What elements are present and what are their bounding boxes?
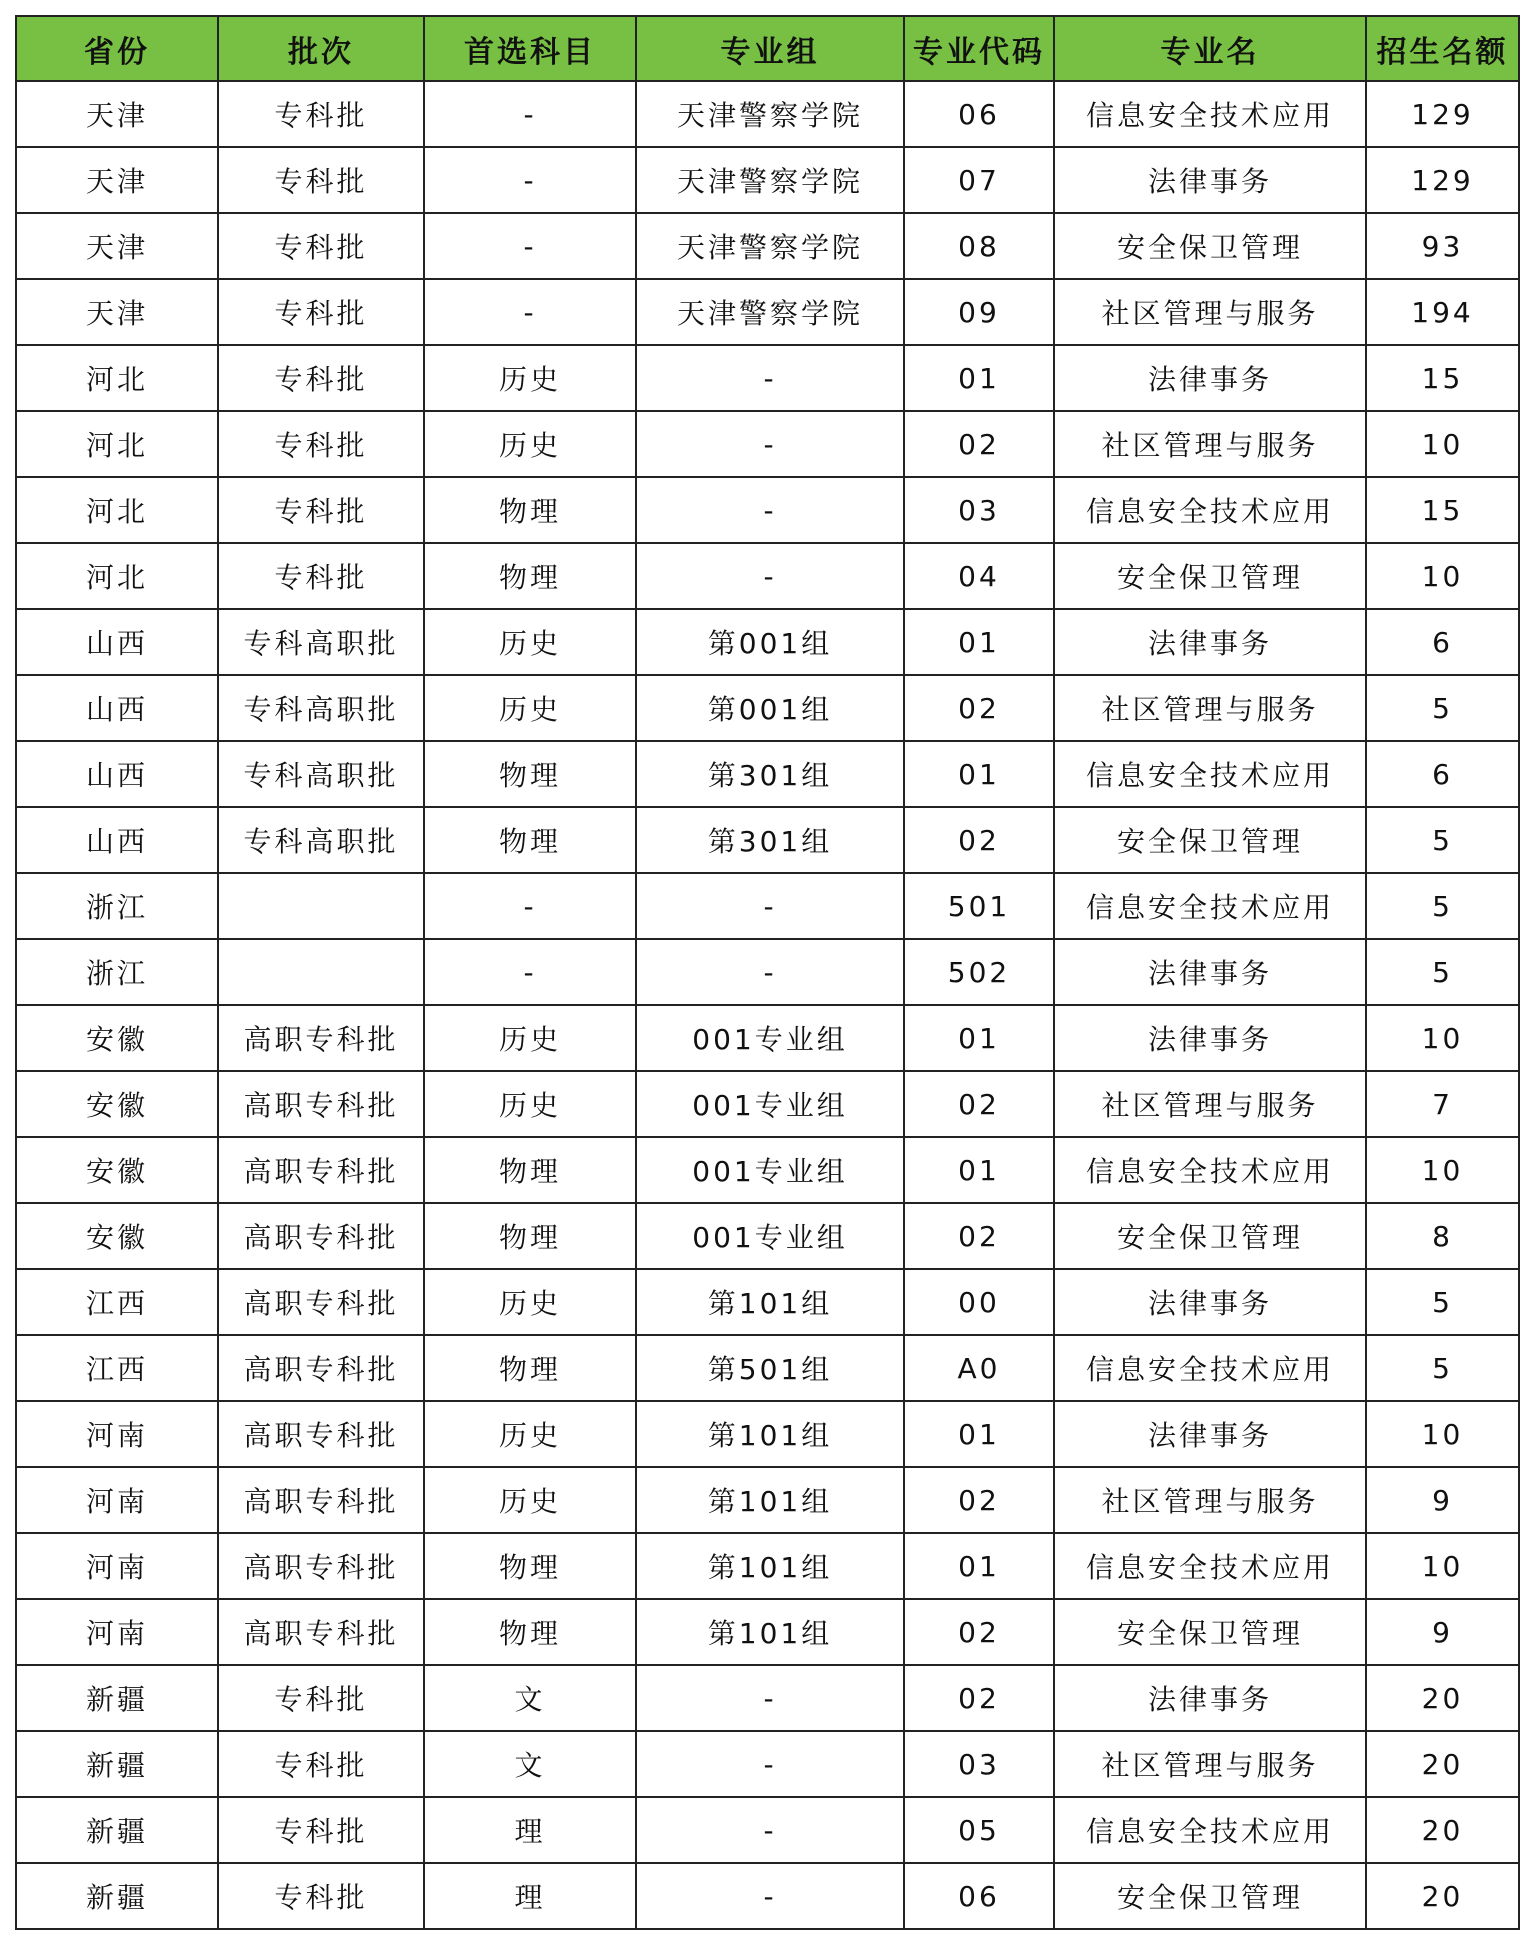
cell-major-name: 信息安全技术应用 [1054, 1797, 1366, 1863]
cell-major-group: 第101组 [636, 1599, 904, 1665]
cell-major-code: 01 [904, 1137, 1054, 1203]
cell-province: 天津 [16, 147, 218, 213]
cell-major-name: 信息安全技术应用 [1054, 477, 1366, 543]
cell-province: 浙江 [16, 873, 218, 939]
table-row [16, 1071, 1519, 1137]
cell-major-code: 02 [904, 807, 1054, 873]
cell-major-group: 001专业组 [636, 1203, 904, 1269]
cell-first-subject: 历史 [424, 1071, 636, 1137]
cell-batch: 高职专科批 [218, 1137, 424, 1203]
cell-batch: 专科批 [218, 279, 424, 345]
cell-quota: 10 [1366, 1401, 1519, 1467]
cell-batch: 专科批 [218, 213, 424, 279]
cell-major-code: 03 [904, 1731, 1054, 1797]
cell-major-name: 法律事务 [1054, 939, 1366, 1005]
cell-province: 天津 [16, 213, 218, 279]
cell-batch: 专科批 [218, 345, 424, 411]
cell-quota: 9 [1366, 1467, 1519, 1533]
cell-first-subject: 物理 [424, 1137, 636, 1203]
cell-province: 河南 [16, 1467, 218, 1533]
cell-province: 河南 [16, 1533, 218, 1599]
cell-major-code: 09 [904, 279, 1054, 345]
cell-quota: 5 [1366, 807, 1519, 873]
cell-province: 江西 [16, 1335, 218, 1401]
cell-major-name: 安全保卫管理 [1054, 1863, 1366, 1929]
cell-major-name: 法律事务 [1054, 345, 1366, 411]
table-row [16, 1269, 1519, 1335]
cell-major-group: - [636, 873, 904, 939]
cell-batch: 专科高职批 [218, 741, 424, 807]
cell-major-group: 天津警察学院 [636, 213, 904, 279]
cell-major-group: - [636, 345, 904, 411]
cell-major-group: 001专业组 [636, 1137, 904, 1203]
cell-major-code: 05 [904, 1797, 1054, 1863]
enrollment-table-container [15, 15, 1520, 1930]
cell-major-name: 社区管理与服务 [1054, 1731, 1366, 1797]
table-row [16, 675, 1519, 741]
cell-quota: 8 [1366, 1203, 1519, 1269]
cell-major-group: 第301组 [636, 807, 904, 873]
cell-first-subject: 物理 [424, 1203, 636, 1269]
cell-quota: 9 [1366, 1599, 1519, 1665]
cell-batch: 专科批 [218, 147, 424, 213]
cell-quota: 93 [1366, 213, 1519, 279]
table-row [16, 741, 1519, 807]
cell-major-group: 天津警察学院 [636, 147, 904, 213]
table-row [16, 939, 1519, 1005]
table-row [16, 147, 1519, 213]
cell-major-code: 01 [904, 345, 1054, 411]
cell-major-name: 法律事务 [1054, 1401, 1366, 1467]
cell-province: 天津 [16, 279, 218, 345]
cell-first-subject: - [424, 939, 636, 1005]
cell-major-code: 02 [904, 675, 1054, 741]
cell-quota: 10 [1366, 1533, 1519, 1599]
cell-major-code: 02 [904, 1203, 1054, 1269]
cell-first-subject: 历史 [424, 1401, 636, 1467]
cell-quota: 20 [1366, 1731, 1519, 1797]
cell-first-subject: 历史 [424, 1005, 636, 1071]
table-row [16, 1533, 1519, 1599]
column-header-batch: 批次 [218, 16, 424, 81]
cell-first-subject: - [424, 873, 636, 939]
table-row [16, 213, 1519, 279]
cell-batch: 专科批 [218, 543, 424, 609]
table-row [16, 279, 1519, 345]
cell-major-code: 02 [904, 411, 1054, 477]
cell-major-group: 第001组 [636, 675, 904, 741]
cell-batch: 专科批 [218, 477, 424, 543]
cell-province: 安徽 [16, 1005, 218, 1071]
cell-quota: 5 [1366, 1335, 1519, 1401]
cell-quota: 20 [1366, 1665, 1519, 1731]
cell-batch: 专科批 [218, 1665, 424, 1731]
cell-first-subject: 物理 [424, 543, 636, 609]
column-header-major-code: 专业代码 [904, 16, 1054, 81]
cell-batch [218, 939, 424, 1005]
cell-province: 江西 [16, 1269, 218, 1335]
table-row [16, 345, 1519, 411]
cell-batch: 高职专科批 [218, 1467, 424, 1533]
cell-major-name: 安全保卫管理 [1054, 213, 1366, 279]
table-header [16, 16, 1519, 81]
cell-batch: 专科高职批 [218, 609, 424, 675]
cell-province: 安徽 [16, 1137, 218, 1203]
cell-quota: 15 [1366, 345, 1519, 411]
cell-province: 山西 [16, 609, 218, 675]
cell-batch: 高职专科批 [218, 1533, 424, 1599]
table-row [16, 1731, 1519, 1797]
table-row [16, 807, 1519, 873]
cell-batch: 专科批 [218, 1731, 424, 1797]
cell-quota: 7 [1366, 1071, 1519, 1137]
table-row [16, 1599, 1519, 1665]
cell-province: 河北 [16, 477, 218, 543]
cell-major-code: 02 [904, 1467, 1054, 1533]
cell-batch: 专科批 [218, 1797, 424, 1863]
cell-first-subject: 物理 [424, 741, 636, 807]
cell-major-group: 第101组 [636, 1467, 904, 1533]
enrollment-table [15, 15, 1520, 1930]
cell-first-subject: 历史 [424, 675, 636, 741]
cell-quota: 20 [1366, 1863, 1519, 1929]
cell-province: 新疆 [16, 1731, 218, 1797]
cell-province: 安徽 [16, 1203, 218, 1269]
table-row [16, 1401, 1519, 1467]
cell-major-group: - [636, 1665, 904, 1731]
cell-batch: 专科高职批 [218, 675, 424, 741]
column-header-province: 省份 [16, 16, 218, 81]
cell-first-subject: 物理 [424, 1335, 636, 1401]
cell-major-name: 社区管理与服务 [1054, 675, 1366, 741]
cell-first-subject: 物理 [424, 1533, 636, 1599]
table-row [16, 1665, 1519, 1731]
cell-major-name: 安全保卫管理 [1054, 1203, 1366, 1269]
cell-major-name: 信息安全技术应用 [1054, 741, 1366, 807]
cell-first-subject: - [424, 279, 636, 345]
cell-major-name: 信息安全技术应用 [1054, 873, 1366, 939]
table-row [16, 1467, 1519, 1533]
cell-first-subject: 理 [424, 1863, 636, 1929]
cell-major-name: 法律事务 [1054, 609, 1366, 675]
cell-first-subject: 历史 [424, 1467, 636, 1533]
cell-quota: 5 [1366, 873, 1519, 939]
cell-quota: 10 [1366, 1005, 1519, 1071]
cell-major-code: 01 [904, 609, 1054, 675]
cell-quota: 6 [1366, 741, 1519, 807]
cell-major-code: 04 [904, 543, 1054, 609]
cell-batch: 高职专科批 [218, 1269, 424, 1335]
cell-quota: 15 [1366, 477, 1519, 543]
cell-major-group: 001专业组 [636, 1071, 904, 1137]
cell-major-group: 001专业组 [636, 1005, 904, 1071]
cell-major-group: - [636, 1863, 904, 1929]
cell-major-code: 06 [904, 1863, 1054, 1929]
cell-major-name: 安全保卫管理 [1054, 543, 1366, 609]
cell-first-subject: 历史 [424, 411, 636, 477]
cell-batch: 高职专科批 [218, 1401, 424, 1467]
cell-major-group: 第101组 [636, 1269, 904, 1335]
cell-first-subject: - [424, 147, 636, 213]
cell-first-subject: 物理 [424, 1599, 636, 1665]
cell-province: 安徽 [16, 1071, 218, 1137]
cell-major-name: 信息安全技术应用 [1054, 81, 1366, 147]
cell-major-code: 07 [904, 147, 1054, 213]
cell-major-group: - [636, 1797, 904, 1863]
cell-major-name: 法律事务 [1054, 1269, 1366, 1335]
cell-major-code: 00 [904, 1269, 1054, 1335]
header-row [16, 16, 1519, 81]
cell-province: 浙江 [16, 939, 218, 1005]
cell-first-subject: 物理 [424, 477, 636, 543]
cell-quota: 194 [1366, 279, 1519, 345]
cell-major-group: 第301组 [636, 741, 904, 807]
cell-major-group: - [636, 1731, 904, 1797]
cell-first-subject: 物理 [424, 807, 636, 873]
table-row [16, 609, 1519, 675]
table-body [16, 81, 1519, 1929]
cell-major-name: 法律事务 [1054, 147, 1366, 213]
cell-first-subject: 历史 [424, 345, 636, 411]
cell-province: 河北 [16, 543, 218, 609]
cell-major-code: 03 [904, 477, 1054, 543]
cell-major-name: 信息安全技术应用 [1054, 1137, 1366, 1203]
cell-quota: 5 [1366, 939, 1519, 1005]
cell-batch [218, 873, 424, 939]
cell-major-name: 社区管理与服务 [1054, 1467, 1366, 1533]
cell-province: 新疆 [16, 1863, 218, 1929]
cell-first-subject: 历史 [424, 1269, 636, 1335]
cell-major-code: 06 [904, 81, 1054, 147]
cell-batch: 高职专科批 [218, 1005, 424, 1071]
cell-batch: 专科批 [218, 81, 424, 147]
cell-first-subject: - [424, 213, 636, 279]
cell-major-name: 安全保卫管理 [1054, 807, 1366, 873]
cell-major-code: 02 [904, 1071, 1054, 1137]
cell-major-group: 天津警察学院 [636, 279, 904, 345]
cell-major-code: 01 [904, 1533, 1054, 1599]
table-row [16, 411, 1519, 477]
cell-major-code: 501 [904, 873, 1054, 939]
table-row [16, 81, 1519, 147]
table-row [16, 477, 1519, 543]
cell-major-name: 安全保卫管理 [1054, 1599, 1366, 1665]
column-header-first-subject: 首选科目 [424, 16, 636, 81]
column-header-major-name: 专业名 [1054, 16, 1366, 81]
table-row [16, 1797, 1519, 1863]
cell-major-name: 法律事务 [1054, 1005, 1366, 1071]
cell-major-group: 第501组 [636, 1335, 904, 1401]
cell-major-code: 02 [904, 1599, 1054, 1665]
column-header-major-group: 专业组 [636, 16, 904, 81]
cell-major-code: 01 [904, 1005, 1054, 1071]
cell-major-group: - [636, 411, 904, 477]
cell-batch: 专科批 [218, 1863, 424, 1929]
cell-batch: 专科批 [218, 411, 424, 477]
cell-batch: 高职专科批 [218, 1071, 424, 1137]
cell-quota: 20 [1366, 1797, 1519, 1863]
table-row [16, 1203, 1519, 1269]
cell-major-code: 01 [904, 741, 1054, 807]
cell-first-subject: 文 [424, 1731, 636, 1797]
table-row [16, 1005, 1519, 1071]
table-row [16, 873, 1519, 939]
cell-province: 河北 [16, 345, 218, 411]
cell-major-group: 第101组 [636, 1533, 904, 1599]
cell-major-code: 08 [904, 213, 1054, 279]
column-header-quota: 招生名额 [1366, 16, 1519, 81]
table-row [16, 1863, 1519, 1929]
cell-batch: 高职专科批 [218, 1599, 424, 1665]
cell-major-group: - [636, 939, 904, 1005]
cell-province: 山西 [16, 741, 218, 807]
cell-quota: 129 [1366, 81, 1519, 147]
cell-major-code: 02 [904, 1665, 1054, 1731]
cell-major-group: 第001组 [636, 609, 904, 675]
cell-batch: 高职专科批 [218, 1203, 424, 1269]
cell-quota: 10 [1366, 411, 1519, 477]
cell-quota: 10 [1366, 1137, 1519, 1203]
cell-province: 河北 [16, 411, 218, 477]
cell-province: 河南 [16, 1599, 218, 1665]
cell-major-group: - [636, 477, 904, 543]
cell-quota: 6 [1366, 609, 1519, 675]
cell-quota: 129 [1366, 147, 1519, 213]
cell-major-group: 天津警察学院 [636, 81, 904, 147]
cell-province: 山西 [16, 807, 218, 873]
table-row [16, 1137, 1519, 1203]
cell-major-code: A0 [904, 1335, 1054, 1401]
cell-quota: 5 [1366, 1269, 1519, 1335]
cell-quota: 5 [1366, 675, 1519, 741]
cell-quota: 10 [1366, 543, 1519, 609]
cell-major-name: 信息安全技术应用 [1054, 1533, 1366, 1599]
cell-major-name: 社区管理与服务 [1054, 1071, 1366, 1137]
cell-province: 河南 [16, 1401, 218, 1467]
cell-province: 山西 [16, 675, 218, 741]
cell-first-subject: 理 [424, 1797, 636, 1863]
cell-batch: 专科高职批 [218, 807, 424, 873]
cell-batch: 高职专科批 [218, 1335, 424, 1401]
table-row [16, 1335, 1519, 1401]
cell-major-code: 01 [904, 1401, 1054, 1467]
cell-province: 新疆 [16, 1665, 218, 1731]
cell-province: 天津 [16, 81, 218, 147]
cell-first-subject: - [424, 81, 636, 147]
cell-major-code: 502 [904, 939, 1054, 1005]
cell-major-name: 社区管理与服务 [1054, 279, 1366, 345]
cell-major-name: 信息安全技术应用 [1054, 1335, 1366, 1401]
cell-province: 新疆 [16, 1797, 218, 1863]
cell-major-name: 法律事务 [1054, 1665, 1366, 1731]
cell-major-group: 第101组 [636, 1401, 904, 1467]
cell-first-subject: 历史 [424, 609, 636, 675]
cell-major-group: - [636, 543, 904, 609]
table-row [16, 543, 1519, 609]
cell-first-subject: 文 [424, 1665, 636, 1731]
cell-major-name: 社区管理与服务 [1054, 411, 1366, 477]
